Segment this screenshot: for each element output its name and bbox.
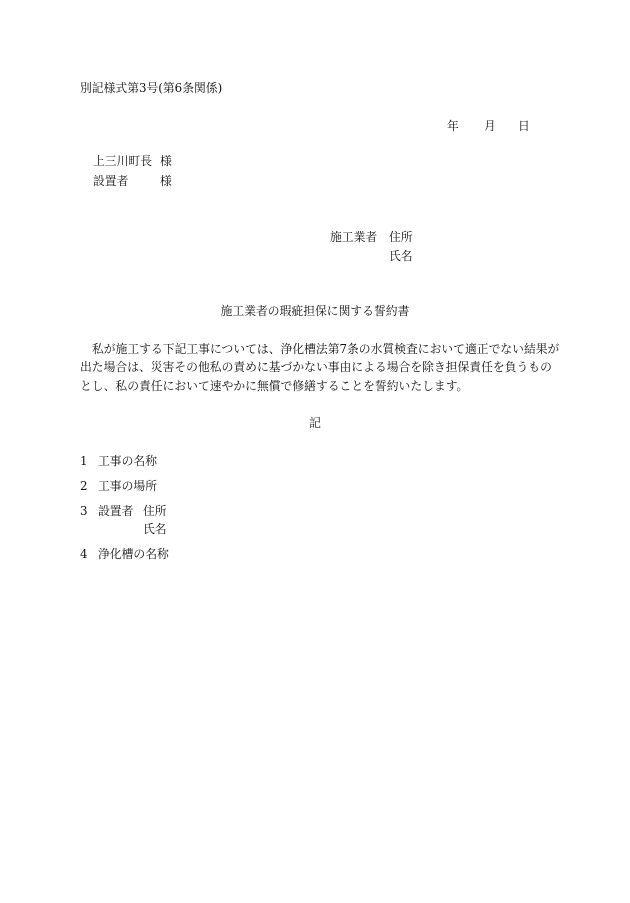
body-line-1: 私が施工する下記工事については、浄化槽法第7条の水質検査において適正でない結果が — [92, 342, 560, 356]
addressee-mayor: 上三川町長 — [93, 154, 152, 168]
item-label-septic-tank-name: 浄化槽の名称 — [98, 547, 169, 561]
contractor-label: 施工業者 — [330, 230, 378, 244]
item-number-3: 3 — [80, 504, 88, 518]
body-line-3: とし、私の責任において速やかに無償で修繕することを誓約いたします。 — [80, 379, 469, 393]
body-line-2: 出た場合は、災害その他私の責めに基づかない事由による場合を除き担保責任を負うもの — [80, 360, 552, 374]
item-installer-name-label: 氏名 — [143, 522, 167, 536]
addressee-installer: 設置者 — [93, 174, 129, 188]
addressee-installer-honorific: 様 — [160, 174, 172, 188]
item-label-construction-name: 工事の名称 — [98, 454, 157, 468]
item-installer-address-label: 住所 — [143, 504, 167, 518]
item-label-installer: 設置者 — [98, 504, 134, 518]
item-number-1: 1 — [80, 454, 88, 468]
document-title: 施工業者の瑕疵担保に関する誓約書 — [220, 304, 410, 318]
addressee-mayor-honorific: 様 — [160, 154, 172, 168]
contractor-address-label: 住所 — [389, 230, 413, 244]
contractor-name-label: 氏名 — [389, 249, 413, 263]
item-label-construction-location: 工事の場所 — [98, 479, 157, 493]
item-number-2: 2 — [80, 479, 88, 493]
date-day-label: 日 — [518, 119, 530, 133]
date-year-label: 年 — [447, 119, 459, 133]
form-number: 別記様式第3号(第6条関係) — [80, 81, 223, 95]
date-month-label: 月 — [484, 119, 496, 133]
ki-heading: 記 — [309, 416, 321, 430]
item-number-4: 4 — [80, 547, 88, 561]
